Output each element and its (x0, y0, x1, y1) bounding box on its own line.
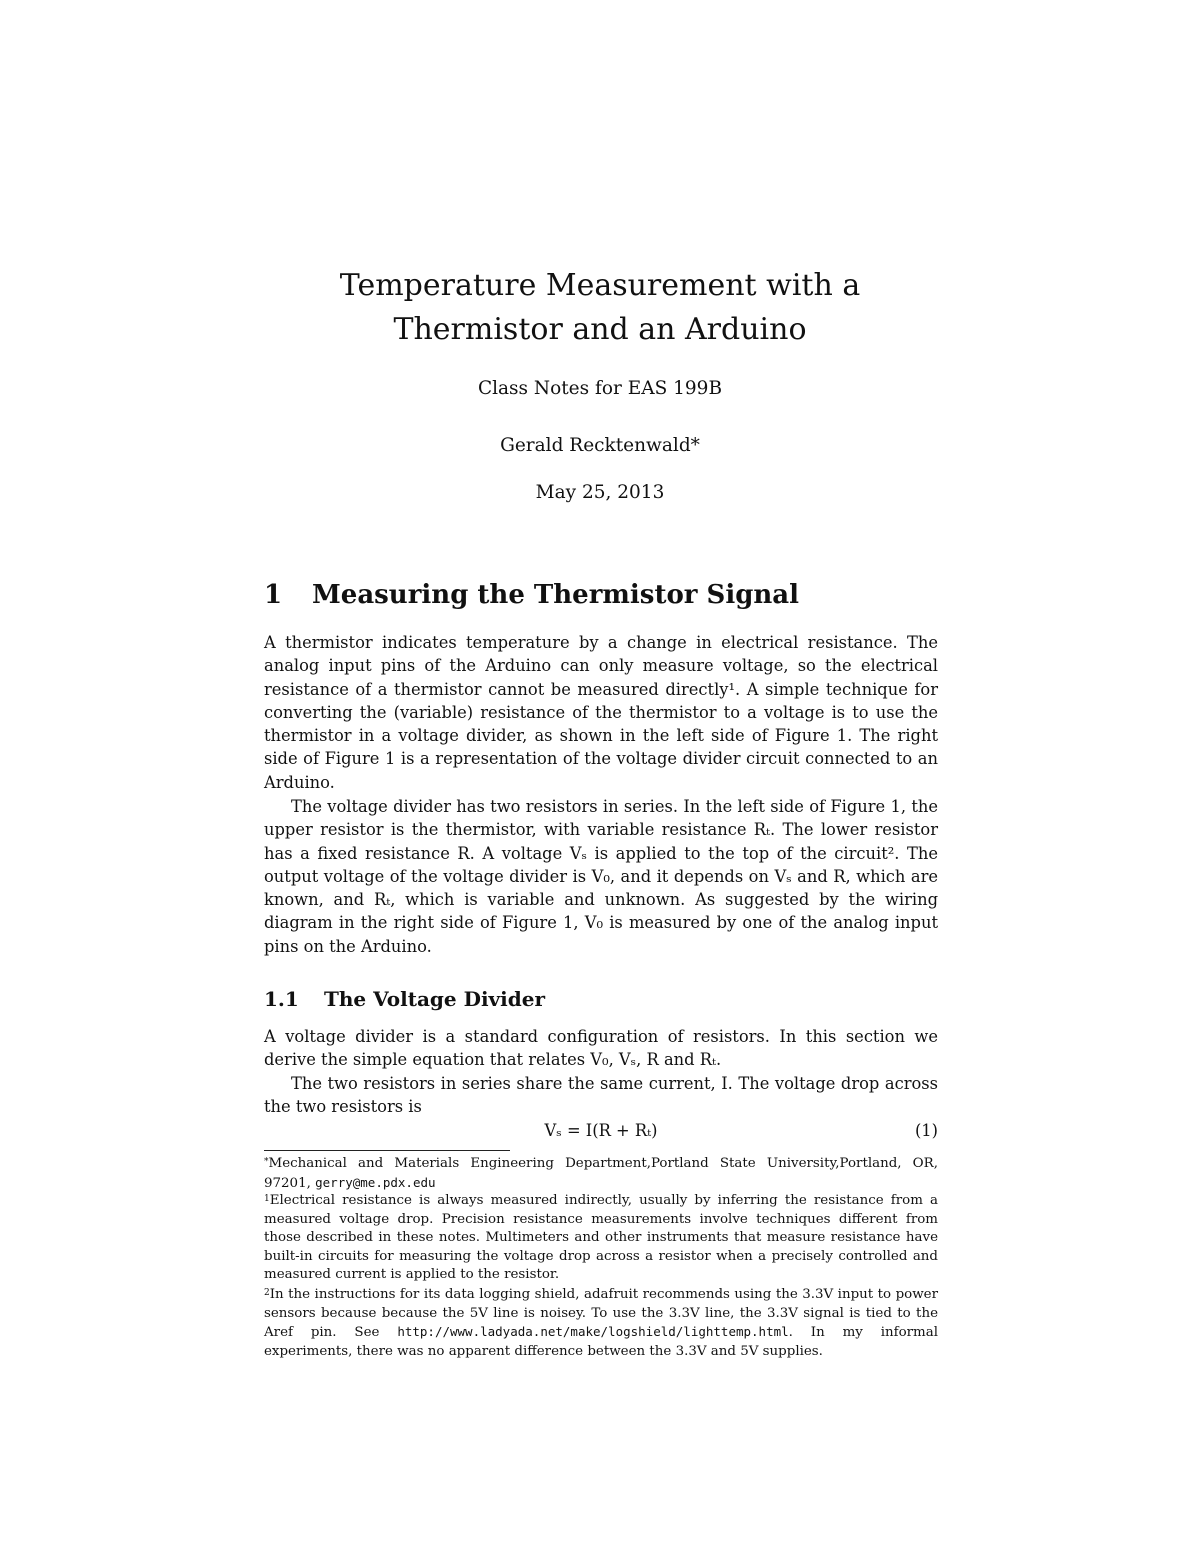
footnote-affiliation-text: Mechanical and Materials Engineering Department,Portland State University,Portland, OR, 97201, (264, 1156, 938, 1191)
footnote-1-text: Electrical resistance is always measured indirectly, usually by inferring the resistance from a measured voltage drop. Precision resistance measurements involve techniques different from those described in these notes. Multimeters and other instruments that measure resistance have built-in circuits for measuring the voltage drop across a resistor when a precisely controlled and measured current is applied to the resistor. (264, 1193, 938, 1283)
footnote-1 (264, 1192, 938, 1285)
section-1-1-paragraph-2: The two resistors in series share the same current, I. The voltage drop across the two resistors is (264, 1074, 938, 1117)
paper-title-line-1: Temperature Measurement with a (339, 268, 861, 303)
email-link[interactable]: gerry@me.pdx.edu (315, 1174, 436, 1190)
paper-title-line-2: Thermistor and an Arduino (393, 312, 807, 347)
footnote-2-text-a: In the instructions for its data logging shield, adafruit recommends using the 3.3V input to power sensors because because the 5V line is noisey. To use the 3.3V line, the 3.3V signal is tied to the Aref pin. See (264, 1287, 938, 1341)
footnote-2-text-b: . In my informal experiments, there was no apparent difference between the 3.3V and 5V supplies. (264, 1325, 938, 1359)
section-1-1-heading (264, 987, 545, 1011)
footnote-mark: 2 (264, 1288, 270, 1298)
section-1-paragraph-1: A thermistor indicates temperature by a change in electrical resistance. The analog input pins of the Arduino can only measure voltage, so the electrical resistance of a thermistor cannot be measured directly¹. A simple technique for converting the (variable) resistance of the thermistor to a voltage is to use the thermistor in a voltage divider, as shown in the left side of Figure 1. The right side of Figure 1 is a representation of the voltage divider circuit connected to an Arduino. (264, 633, 938, 792)
section-1-1-paragraph-1: A voltage divider is a standard configuration of resistors. In this section we derive the simple equation that relates V₀, Vₛ, R and Rₜ. (264, 1027, 938, 1070)
paper-subtitle: Class Notes for EAS 199B (477, 378, 723, 399)
footnote-affiliation (264, 1155, 938, 1193)
paper-author: Gerald Recktenwald* (500, 435, 700, 456)
footnote-mark: * (264, 1157, 269, 1167)
section-1-number: 1 (264, 580, 283, 610)
footnote-2 (264, 1286, 938, 1361)
section-1-title: Measuring the Thermistor Signal (312, 580, 800, 610)
url-link[interactable]: http://www.ladyada.net/make/logshield/lighttemp.html (397, 1324, 789, 1340)
section-1-1-title: The Voltage Divider (324, 987, 546, 1011)
equation-1-number: (1) (914, 1121, 938, 1140)
footnote-mark: 1 (264, 1194, 270, 1204)
section-1-paragraph-2: The voltage divider has two resistors in series. In the left side of Figure 1, the upper resistor is the thermistor, with variable resistance Rₜ. The lower resistor has a fixed resistance R. A voltage Vₛ is applied to the top of the circuit². The output voltage of the voltage divider is V₀, and it depends on Vₛ and R, which are known, and Rₜ, which is variable and unknown. As suggested by the wiring diagram in the right side of Figure 1, V₀ is measured by one of the analog input pins on the Arduino. (264, 797, 938, 956)
paper-date: May 25, 2013 (535, 482, 665, 503)
section-1-1-number: 1.1 (264, 987, 299, 1011)
section-1-heading (264, 580, 799, 610)
footnote-rule (264, 1150, 510, 1151)
equation-1-body: Vₛ = I(R + Rₜ) (544, 1121, 658, 1140)
